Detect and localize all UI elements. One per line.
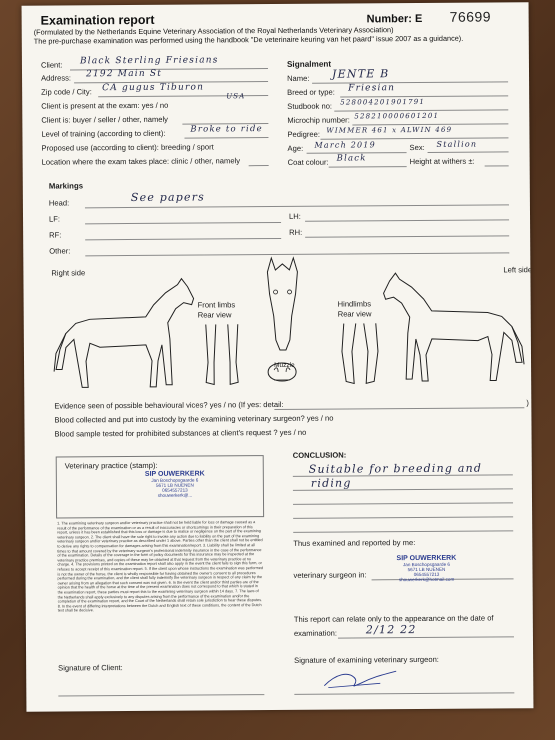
sex-label: Sex: [409, 142, 425, 153]
microchip-value: 528210000601201 [354, 111, 440, 121]
conclusion-text-2: riding [310, 476, 352, 490]
document-subtitle-1: (Formulated by the Netherlands Equine Veterinary Association of the Royal Netherlands Veterinary Association) [33, 25, 394, 37]
exam-date-value: 2/12 22 [365, 623, 417, 637]
surgeon-stamp-addr1: Jan Boschopsgaarde 6 [402, 561, 450, 568]
head-value: See papers [130, 190, 206, 205]
surgeon-stamp-email: shouwerkerk@hotmail.com [398, 576, 455, 583]
horse-head-front-outline [257, 254, 308, 354]
pedigree-label: Pedigree: [287, 129, 320, 139]
rh-label: RH: [289, 227, 303, 237]
front-limbs-outline [200, 322, 244, 388]
hind-rear-view-label: Rear view [337, 309, 372, 319]
breed-label: Breed or type: [287, 87, 335, 97]
front-rear-view-label: Rear view [197, 310, 232, 320]
hind-limbs-outline [338, 321, 382, 387]
number-value: 76699 [449, 8, 492, 25]
other-label: Other: [49, 246, 71, 256]
signalment-title: Signalment [286, 59, 332, 69]
client-label: Client: [40, 60, 63, 70]
address-value: 2192 Main St [85, 68, 163, 80]
left-side-label: Left side [503, 265, 533, 275]
surgeon-stamp-addr2: 5671 LB NUENEN [407, 566, 446, 573]
right-side-label: Right side [51, 268, 86, 278]
exam-date-label: examination: [293, 628, 338, 638]
surgeon-stamp-phone: 0654557213 [413, 571, 440, 578]
terms-and-conditions: 1. The examining veterinary surgeon and/or veterinary practice shall not be held liable for loss or damage caused as a result of the performance of the examination or as a result of inaccuracies or shortcomings in their preparation of this report, unless it has been established that this loss or damage is due to malice or negligence on the part of the examining veterinary surgeon. 2. The client shall have the sole right to invoke any action due to liability on the part of the examining veterinary surgeon and/or veterinary practice as described under 1 above. Parties other than the client shall not be entitled to derive any rights to compensation for damages arising from this examination/report. 3. Liability shall be limited at all times to that amount covered by the veterinary surgeon's professional indemnity insurance in the case of the performance of the examination. Details of the coverage in the form of policy documents for this insurance may be inspected at the veterinary practice premises, and copies of these may be obtained at that request from the veterinary practice at no charge. 4. The provisions printed on the examination report shall also apply in the event the client fails to sign this form, or refuses to accept receipt of this examination report. 5. If the client upon whose instructions the examination was performed is not the owner of the horse, the client is wholly responsible for having obtained the owner's consent to all procedures performed during the examination, and the client shall fully indemnify the veterinary surgeon in respect of any claim by the owner arising from an allegation that such consent was not given. 6. In the event the client and/or third parties are of the opinion that the health of the horse at the time of the present examination does not correspond to that which is stated in the examination report, these parties must report this to the examining veterinary surgeon within 14 days. 7. The laws of the Netherlands shall apply exclusively to any disputes arising from the performance of the examination and/or the completion of the examination report, and the Court of the Netherlands shall retain sole jurisdiction to hear these disputes. 8. In the event of differing interpretations between the Dutch and English text of these conditions, the content of the Dutch text shall be decisive. [57, 520, 264, 613]
age-label: Age: [287, 143, 304, 153]
level-value: Broke to ride [190, 124, 263, 135]
conclusion-text-1: Suitable for breeding and [308, 461, 483, 476]
microchip-label: Microchip number: [287, 115, 350, 125]
pedigree-value: WIMMER 461 x ALWIN 469 [326, 125, 453, 135]
number-label: Number: E [366, 12, 423, 26]
use-label: Proposed use (according to client): breeding / sport [41, 142, 214, 153]
breed-value: Friesian [348, 83, 396, 94]
practice-label: Veterinary practice (stamp): [64, 460, 158, 471]
practice-stamp-addr2: 5671 LB NUENEN [155, 482, 194, 488]
surgeon-label: veterinary surgeon in: [293, 570, 367, 580]
name-label: Name: [287, 73, 310, 83]
head-label: Head: [48, 198, 70, 208]
practice-stamp-name: SIP OUWERKERK [144, 470, 205, 478]
level-label: Level of training (according to client): [41, 128, 166, 139]
practice-stamp-phone: 0654557213 [162, 487, 188, 493]
conclusion-label: CONCLUSION: [292, 450, 347, 460]
hind-limbs-label: Hindlimbs [337, 299, 372, 309]
practice-stamp-email: shouwerkerk@... [157, 492, 193, 498]
lh-label: LH: [288, 211, 301, 221]
client-signature-label: Signature of Client: [58, 663, 123, 673]
age-value: March 2019 [314, 140, 376, 150]
zip-value: CA gugus Tiburon [102, 82, 205, 94]
relate-label: This report can relate only to the appearance on the date of [293, 613, 494, 624]
name-value: JENTE B [331, 67, 390, 81]
horse-right-side-outline [49, 275, 200, 394]
coat-value: Black [336, 153, 367, 164]
vet-signature-scribble [320, 665, 400, 694]
coat-label: Coat colour: [287, 157, 329, 167]
practice-stamp [125, 470, 225, 498]
front-limbs-label: Front limbs [197, 300, 236, 310]
client-value: Black Sterling Friesians [79, 55, 219, 67]
studbook-value: 528004201901791 [340, 97, 426, 107]
muzzle-outline [262, 354, 302, 390]
examination-report-document [22, 2, 534, 712]
muzzle-label: Muzzle [274, 361, 295, 370]
zip-label: Zip code / City: [41, 87, 92, 97]
horse-left-side-outline [377, 268, 528, 387]
client-is-label: Client is: buyer / seller / other, namely [41, 114, 168, 125]
practice-stamp-addr1: Jan Boschopsgaarde 6 [151, 477, 199, 483]
question-blood-custody: Blood collected and put into custody by the examining veterinary surgeon? yes / no [54, 413, 334, 425]
question-behaviour-end: ) [526, 398, 529, 408]
lf-label: LF: [49, 214, 61, 224]
present-label: Client is present at the exam: yes / no [41, 100, 169, 111]
height-label: Height at withers ±: [409, 156, 475, 167]
question-blood-tested: Blood sample tested for prohibited substances at client's request ? yes / no [54, 427, 307, 439]
zip-extra: USA [226, 92, 246, 101]
sex-value: Stallion [436, 139, 478, 149]
surgeon-stamp [371, 555, 481, 583]
document-title: Examination report [40, 12, 155, 28]
surgeon-stamp-name: SIP OUWERKERK [396, 554, 457, 563]
document-subtitle-2: The pre-purchase examination was performed using the handbook "De veterinaire keuring van het paard" issue 2007 as a guidance). [33, 33, 464, 46]
rf-label: RF: [49, 230, 62, 240]
question-behaviour: Evidence seen of possible behavioural vices? yes / no (If yes: detail: [54, 399, 284, 411]
markings-title: Markings [48, 181, 84, 191]
studbook-label: Studbook no: [287, 101, 333, 111]
vet-signature-label: Signature of examining veterinary surgeon: [294, 654, 439, 665]
location-label: Location where the exam takes place: clinic / other, namely [41, 156, 241, 167]
examined-label: Thus examined and reported by me: [293, 538, 416, 548]
address-label: Address: [41, 73, 72, 83]
